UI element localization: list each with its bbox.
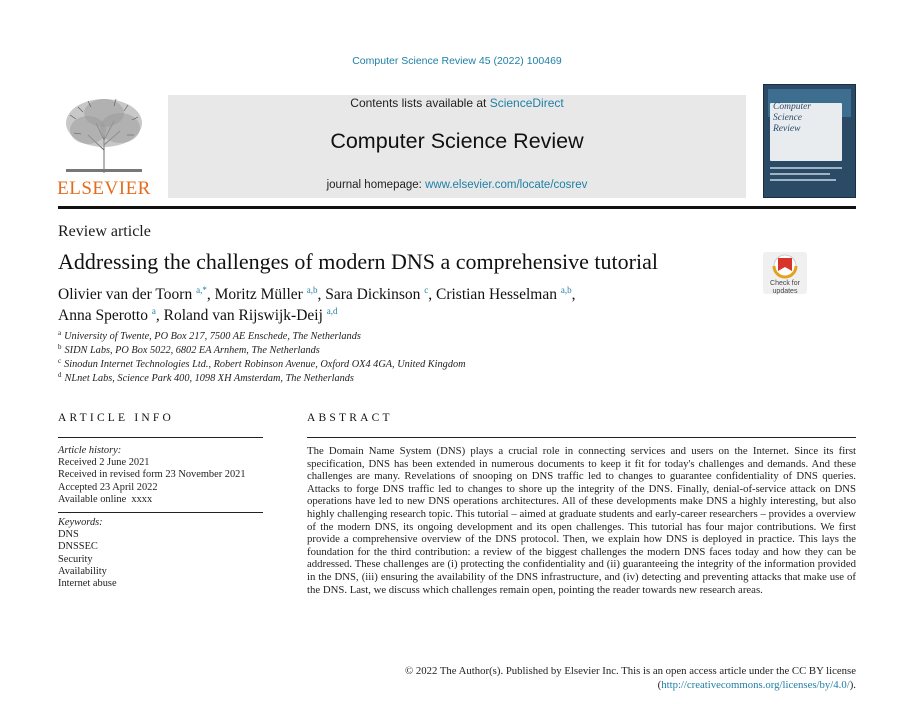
affiliation-item — [58, 344, 466, 358]
affiliation-text: NLnet Labs, Science Park 400, 1098 XH Amsterdam, The Netherlands — [64, 373, 354, 384]
abstract-heading: ABSTRACT — [307, 412, 393, 424]
history-item: Available online xxxx — [58, 493, 153, 505]
license-paren: ). — [849, 679, 856, 692]
keywords-label: Keywords: — [58, 517, 103, 529]
affiliation-mark: a — [58, 329, 62, 337]
crossmark-icon — [763, 252, 807, 282]
history-item: Received in revised form 23 November 2021 — [58, 469, 246, 481]
author-affiliation-mark[interactable]: a,d — [326, 306, 338, 316]
keywords-rule — [58, 512, 263, 513]
author-name[interactable]: Sara Dickinson — [325, 286, 421, 303]
author-separator: , — [428, 286, 436, 303]
article-type: Review article — [58, 223, 151, 240]
history-label: Article history: — [58, 445, 122, 456]
license-link[interactable]: http://creativecommons.org/licenses/by/4.0/ — [661, 679, 850, 692]
check-for-updates-label — [763, 280, 807, 295]
article-title: Addressing the challenges of modern DNS a comprehensive tutorial — [58, 249, 658, 274]
license-line — [307, 678, 856, 692]
author-separator: , — [206, 286, 215, 303]
article-info-heading: ARTICLE INFO — [58, 412, 174, 424]
author-name[interactable]: Anna Sperotto — [58, 307, 148, 324]
author-name[interactable]: Moritz Müller — [214, 286, 303, 303]
affiliation-mark: c — [58, 357, 62, 365]
keyword: Availability — [58, 565, 107, 577]
history-item: Accepted 23 April 2022 — [58, 481, 158, 493]
author-affiliation-mark[interactable]: a,* — [196, 285, 207, 295]
history-item: Received 2 June 2021 — [58, 457, 150, 469]
keyword: Security — [58, 553, 93, 565]
author-name[interactable]: Cristian Hesselman — [435, 286, 557, 303]
keyword: DNS — [58, 529, 79, 541]
affiliation-mark: b — [58, 343, 62, 351]
affiliations — [58, 330, 466, 386]
crossmark-line2: updates — [772, 287, 798, 295]
author-separator: , — [571, 286, 576, 303]
homepage-prefix: journal homepage: — [326, 179, 426, 191]
contents-prefix: Contents lists available at — [350, 96, 490, 110]
author-affiliation-mark[interactable]: a,b — [306, 285, 318, 295]
cover-title-line: Review — [773, 124, 801, 134]
affiliation-item — [58, 330, 466, 344]
journal-title: Computer Science Review — [330, 129, 584, 153]
journal-citation[interactable]: Computer Science Review 45 (2022) 100469 — [352, 55, 562, 67]
cover-title-line: Science — [773, 113, 803, 123]
crossmark-line1: Check for — [770, 280, 800, 287]
journal-cover-image — [763, 84, 856, 198]
affiliation-item — [58, 358, 466, 372]
author-separator: , — [317, 286, 326, 303]
author-list — [58, 284, 575, 326]
sciencedirect-link[interactable]: ScienceDirect — [489, 96, 564, 110]
affiliation-text: University of Twente, PO Box 217, 7500 AE Enschede, The Netherlands — [64, 331, 361, 342]
affiliation-text: Sinodun Internet Technologies Ltd., Robert Robinson Avenue, Oxford OX4 4GA, United Kingdom — [64, 359, 466, 370]
elsevier-wordmark: ELSEVIER — [57, 178, 151, 199]
author-affiliation-mark[interactable]: a — [151, 306, 156, 316]
license-paren: ( — [657, 679, 662, 692]
copyright-line: © 2022 The Author(s). Published by Elsevier Inc. This is an open access article under the CC BY license — [404, 665, 856, 677]
contents-availability — [168, 96, 746, 110]
author-separator: , — [155, 307, 164, 324]
homepage-link[interactable]: www.elsevier.com/locate/cosrev — [425, 179, 588, 191]
abstract-text: The Domain Name System (DNS) plays a crucial role in connecting services and users on the Internet. Since its first specification, DNS has been extended in numerous documents to keep it fit for today's challenges and demands. And these challenges are many. Revelations of snooping on DNS traffic led to changes to guarantee confidentiality of DNS queries. Attacks to forge DNS traffic led to changes to shore up the integrity of the DNS. Finally, denial-of-service attack on DNS operations have led to new DNS operations architectures. All of these developments make DNS a highly interesting, but also highly challenging research topic. This tutorial – aimed at graduate students and early-career researchers – provides a overview of the modern DNS, its ongoing development and its open challenges. This tutorial has four major contributions. We first provide a comprehensive overview of the DNS protocol. Then, we explain how DNS is deployed in practice. This lays the foundation for the third contribution: a review of the biggest challenges the modern DNS faces today and how they can be addressed. These challenges are (i) protecting the confidentiality and (ii) guaranteeing the integrity of the information provided in the DNS, (iii) ensuring the availability of the DNS infrastructure, and (iv) detecting and preventing attacks that make use of the DNS. Last, we discuss which challenges remain open, pointing the reader towards new research areas. — [307, 445, 856, 596]
cover-title-line: Computer — [773, 102, 811, 112]
author-affiliation-mark[interactable]: c — [424, 285, 429, 295]
affiliation-mark: d — [58, 371, 62, 379]
copyright-notice — [307, 664, 856, 693]
author-name[interactable]: Roland van Rijswijk-Deij — [163, 307, 323, 324]
keyword: Internet abuse — [58, 578, 117, 590]
journal-homepage — [168, 179, 746, 191]
keyword: DNSSEC — [58, 541, 98, 553]
header-divider — [58, 206, 856, 209]
article-info — [58, 445, 263, 590]
author-affiliation-mark[interactable]: a,b — [560, 285, 572, 295]
affiliation-item — [58, 372, 466, 386]
article-info-rule — [58, 437, 263, 438]
author-name[interactable]: Olivier van der Toorn — [58, 286, 193, 303]
abstract-rule — [307, 437, 856, 438]
affiliation-text: SIDN Labs, PO Box 5022, 6802 EA Arnhem, The Netherlands — [64, 345, 320, 356]
